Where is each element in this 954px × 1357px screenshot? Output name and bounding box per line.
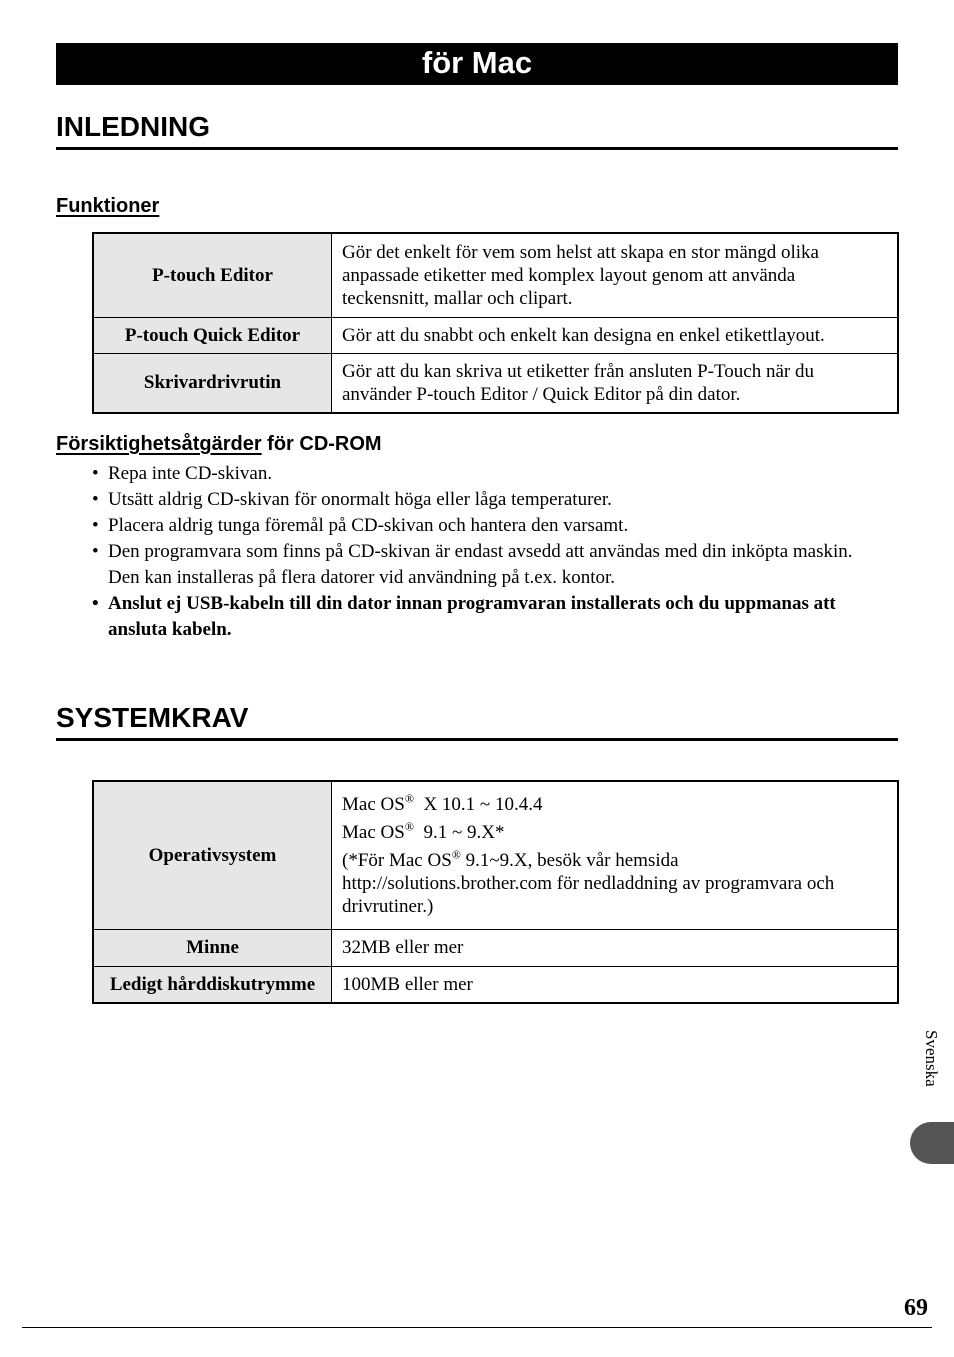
page-banner: för Mac bbox=[56, 43, 898, 85]
features-table bbox=[92, 232, 899, 414]
os-line-version: 9.1 ~ 9.X* bbox=[413, 821, 505, 843]
requirements-table bbox=[92, 780, 899, 1004]
os-line-version: X 10.1 ~ 10.4.4 bbox=[413, 793, 543, 815]
subheading-cdrom-underlined: Försiktighetsåtgärder bbox=[56, 433, 262, 455]
thumb-tab bbox=[910, 1122, 954, 1164]
table-row bbox=[93, 233, 898, 317]
subheading-cdrom bbox=[56, 432, 382, 456]
subheading-cdrom-rest: för CD-ROM bbox=[261, 433, 382, 455]
feature-name: P-touch Quick Editor bbox=[93, 317, 332, 353]
list-item: • Anslut ej USB-kabeln till din dator innan programvaran installerats och du uppmanas att ansluta kabeln. bbox=[92, 593, 836, 640]
disk-label: Ledigt hårddiskutrymme bbox=[93, 966, 332, 1003]
language-side-label: Svenska bbox=[922, 1030, 941, 1087]
section-title-systemkrav: SYSTEMKRAV bbox=[56, 702, 898, 741]
os-line bbox=[342, 821, 887, 844]
registered-mark: ® bbox=[404, 791, 414, 806]
os-note-text: (*För Mac OS bbox=[342, 849, 452, 871]
table-row bbox=[93, 781, 898, 929]
list-item: • Utsätt aldrig CD-skivan för onormalt höga eller låga temperaturer. bbox=[92, 489, 612, 510]
feature-desc: Gör det enkelt för vem som helst att skapa en stor mängd olika anpassade etiketter med komplex layout genom att använda teckensnitt, mallar och clipart. bbox=[332, 233, 899, 317]
os-line bbox=[342, 793, 887, 816]
section-title-inledning: INLEDNING bbox=[56, 111, 898, 150]
memory-label: Minne bbox=[93, 929, 332, 966]
list-item: • Placera aldrig tunga föremål på CD-skivan och hantera den varsamt. bbox=[92, 515, 629, 536]
bullet-extra-text: Den kan installeras på flera datorer vid användning på t.ex. kontor. bbox=[108, 567, 616, 588]
bullet-text: Utsätt aldrig CD-skivan för onormalt höga eller låga temperaturer. bbox=[108, 489, 612, 510]
feature-desc: Gör att du snabbt och enkelt kan designa en enkel etikettlayout. bbox=[332, 317, 899, 353]
page-number: 69 bbox=[904, 1295, 928, 1321]
memory-value: 32MB eller mer bbox=[332, 929, 899, 966]
os-note-rest: 9.1~9.X, besök vår hemsida http://solutions.brother.com för nedladdning av programvara och drivrutiner.) bbox=[342, 849, 835, 917]
feature-name: P-touch Editor bbox=[93, 233, 332, 317]
os-note bbox=[342, 847, 835, 917]
os-label: Operativsystem bbox=[93, 781, 332, 929]
table-row bbox=[93, 317, 898, 353]
footer-rule bbox=[22, 1327, 932, 1328]
os-line-text: Mac OS bbox=[342, 793, 405, 815]
precautions-list bbox=[92, 461, 892, 643]
os-values bbox=[332, 781, 899, 929]
bullet-text: Repa inte CD-skivan. bbox=[108, 463, 273, 484]
list-item: • Repa inte CD-skivan. bbox=[92, 463, 273, 484]
table-row bbox=[93, 966, 898, 1003]
bullet-text: Anslut ej USB-kabeln till din dator innan programvaran installerats och du uppmanas att ansluta kabeln. bbox=[108, 593, 836, 640]
list-item: • Den programvara som finns på CD-skivan är endast avsedd att användas med din inköpta maskin. Den kan installeras på flera datorer vid användning på t.ex. kontor. bbox=[92, 541, 853, 588]
feature-name: Skrivardrivrutin bbox=[93, 353, 332, 413]
feature-desc: Gör att du kan skriva ut etiketter från ansluten P-Touch när du använder P-touch Editor / Quick Editor på din dator. bbox=[332, 353, 899, 413]
bullet-text: Den programvara som finns på CD-skivan är endast avsedd att användas med din inköpta maskin. bbox=[108, 541, 853, 562]
registered-mark: ® bbox=[451, 847, 461, 862]
os-line-text: Mac OS bbox=[342, 821, 405, 843]
table-row bbox=[93, 353, 898, 413]
subheading-funktioner-text: Funktioner bbox=[56, 195, 160, 217]
table-row bbox=[93, 929, 898, 966]
registered-mark: ® bbox=[404, 819, 414, 834]
bullet-text: Placera aldrig tunga föremål på CD-skivan och hantera den varsamt. bbox=[108, 515, 629, 536]
disk-value: 100MB eller mer bbox=[332, 966, 899, 1003]
subheading-funktioner bbox=[56, 194, 159, 218]
